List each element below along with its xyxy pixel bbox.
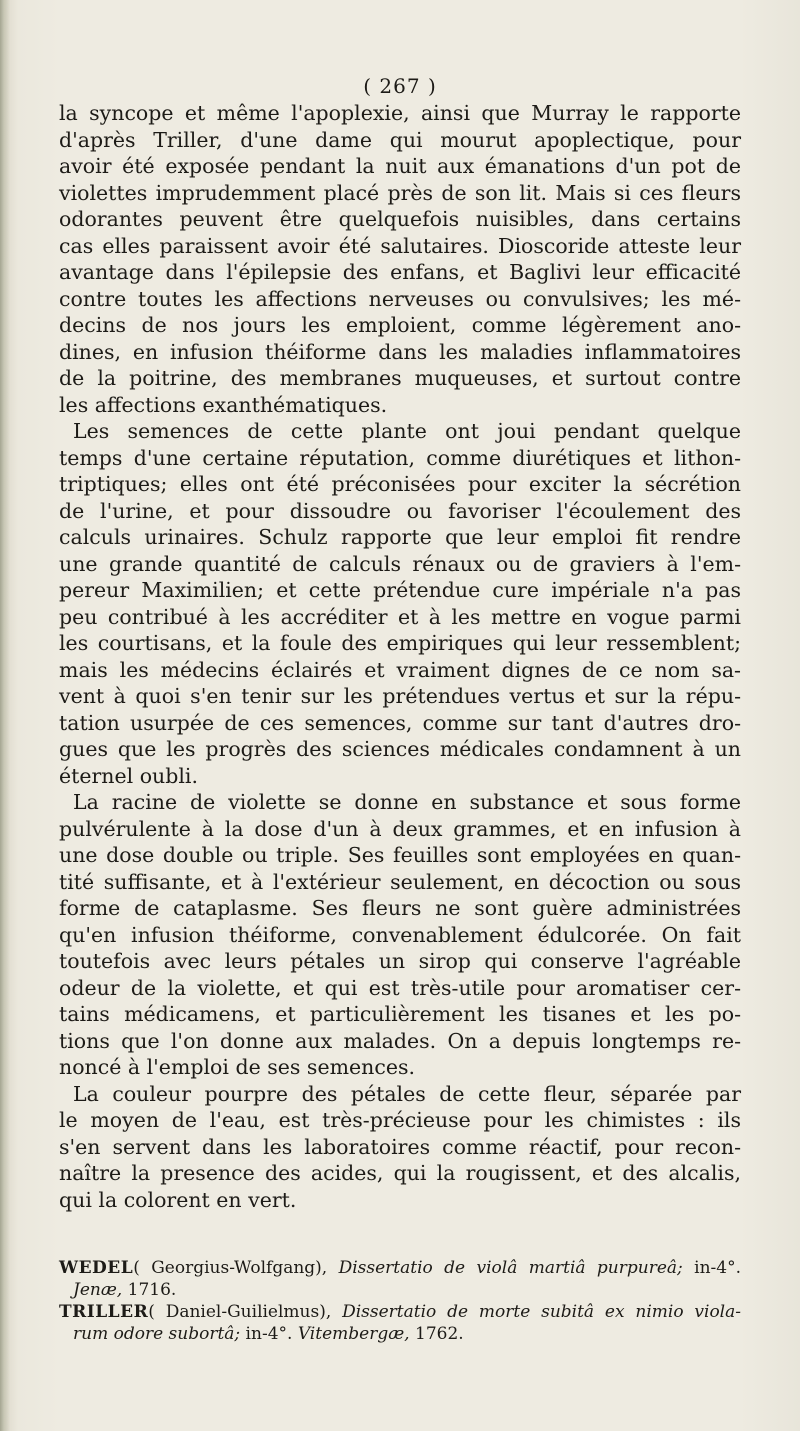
text-line: tains médicamens, et particulièrement les tisanes et les po- [59,1002,741,1026]
reference-details: 1716. [122,1280,177,1300]
text-line: odeur de la violette, et qui est très-utile pour aromatiser cer- [59,975,741,1000]
text-line: vent à quoi s'en tenir sur les prétendues vertus et sur la répu- [59,684,741,708]
text-line: éternel oubli. [59,763,199,788]
reference-details: in-4°. [682,1258,741,1278]
reference-line [59,1301,741,1323]
reference-title: Jenæ, [73,1280,123,1300]
text-line: pereur Maximilien; et cette prétendue cure impériale n'a pas [59,578,741,602]
text-line: une dose double ou triple. Ses feuilles sont employées en quan- [59,843,741,867]
text-line: Les semences de cette plante ont joui pendant quelque [73,419,741,443]
text-line: avantage dans l'épilepsie des enfans, et Baglivi leur efficacité [59,260,741,284]
text-line: tité suffisante, et à l'extérieur seulement, en décoction ou sous [59,869,741,894]
reference-title: Dissertatio de morte subitâ ex nimio viola- [342,1302,741,1322]
text-line: de l'urine, et pour dissoudre ou favoriser l'écoulement des [59,498,741,523]
body-text [59,100,741,1213]
text-line: triptiques; elles ont été préconisées pour exciter la sécrétion [59,472,741,496]
text-line: mais les médecins éclairés et vraiment dignes de ce nom sa- [59,657,741,682]
page-number: ( 267 ) [363,74,437,98]
text-line: peu contribué à les accréditer et à les mettre en vogue parmi [59,604,741,629]
reference-line [59,1279,741,1301]
text-line: s'en servent dans les laboratoires comme réactif, pour recon- [59,1134,741,1159]
text-line: d'après Triller, d'une dame qui mourut apoplectique, pour [59,127,741,152]
reference-place: Vitembergæ, [297,1324,410,1344]
text-line: dines, en infusion théiforme dans les maladies inflammatoires [59,339,741,364]
text-line: gues que les progrès des sciences médicales condamnent à un [59,737,741,761]
text-line: forme de cataplasme. Ses fleurs ne sont guère administrées [59,896,741,920]
text-line: contre toutes les affections nerveuses ou convulsives; les mé- [59,286,741,311]
text-line: naître la presence des acides, qui la rougissent, et des alcalis, [59,1161,741,1185]
text-line: qui la colorent en vert. [59,1187,297,1212]
text-line: tions que l'on donne aux malades. On a depuis longtemps re- [59,1028,741,1053]
reference-author: WEDEL [59,1258,134,1278]
text-line: calculs urinaires. Schulz rapporte que leur emploi fit rendre [59,525,741,549]
text-line: pulvérulente à la dose d'un à deux grammes, et en infusion à [59,816,741,841]
text-line: les affections exanthématiques. [59,392,388,417]
text-line: le moyen de l'eau, est très-précieuse pour les chimistes : ils [59,1108,741,1132]
text-line: decins de nos jours les emploient, comme légèrement ano- [59,313,741,337]
text-line: les courtisans, et la foule des empiriques qui leur ressemblent; [59,631,741,655]
reference-line [59,1323,741,1345]
text-line: violettes imprudemment placé près de son lit. Mais si ces fleurs [59,180,741,205]
text-line: temps d'une certaine réputation, comme diurétiques et lithon- [59,445,741,470]
text-line: de la poitrine, des membranes muqueuses, et surtout contre [59,366,741,390]
text-line: La couleur pourpre des pétales de cette fleur, séparée par [73,1081,741,1106]
reference-given-names: ( Georgius-Wolfgang), [133,1258,339,1278]
reference-details: in-4°. [240,1324,298,1344]
text-line: toutefois avec leurs pétales un sirop qui conserve l'agréable [59,949,741,973]
text-line: tation usurpée de ces semences, comme sur tant d'autres dro- [59,710,741,735]
reference-given-names: ( Daniel-Guilielmus), [148,1302,343,1322]
text-line: cas elles paraissent avoir été salutaires. Dioscoride atteste leur [59,233,741,258]
text-line: une grande quantité de calculs rénaux ou de graviers à l'em- [59,551,741,576]
reference-title: Dissertatio de violâ martiâ purpureâ; [338,1258,683,1278]
reference-author: TRILLER [59,1302,149,1322]
bibliography [59,1257,741,1345]
reference-line [59,1257,741,1279]
text-line: odorantes peuvent être quelquefois nuisibles, dans certains [59,207,741,231]
page-gutter-shadow [0,0,10,1431]
text-line: La racine de violette se donne en substance et sous forme [73,790,741,814]
reference-year: 1762. [409,1324,464,1344]
reference-title: rum odore subortâ; [73,1324,241,1344]
text-line: avoir été exposée pendant la nuit aux émanations d'un pot de [59,154,741,178]
text-line: noncé à l'emploi de ses semences. [59,1055,416,1079]
text-line: qu'en infusion théiforme, convenablement édulcorée. On fait [59,922,741,947]
text-line: la syncope et même l'apoplexie, ainsi que Murray le rapporte [59,101,741,125]
